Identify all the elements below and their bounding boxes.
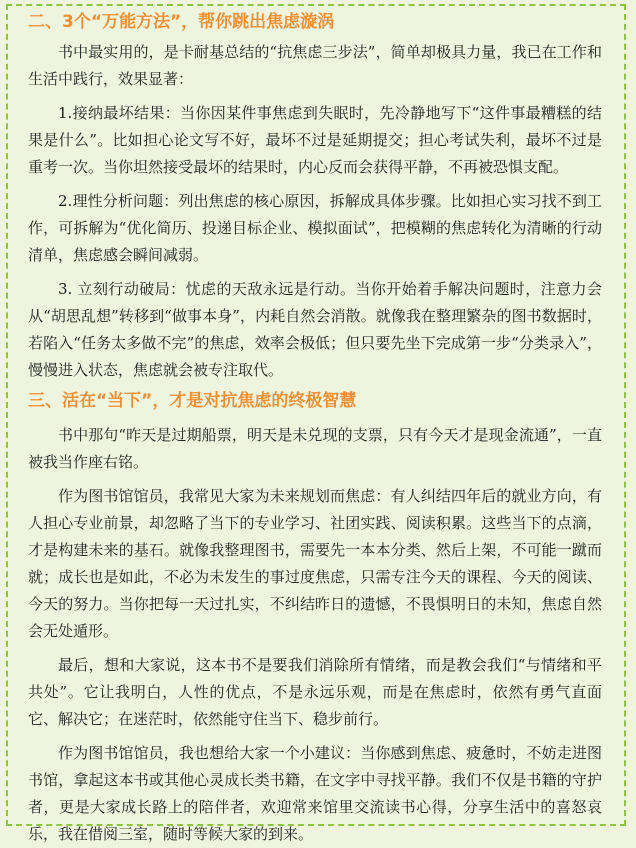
- method-step-2: 2.理性分析问题：列出焦虑的核心原因，拆解成具体步骤。比如担心实习找不到工作，可拆解为“优化简历、投递目标企业、模拟面试”，把模糊的焦虑转化为清晰的行动清单，焦虑感会瞬间减弱。: [28, 192, 602, 264]
- section-heading-2: 二、3个“万能方法”，帮你跳出焦虑漩涡: [28, 12, 335, 32]
- quote-paragraph: 书中那句“昨天是过期船票，明天是未兑现的支票，只有今天才是现金流通”，一直被我当作座右铭。: [28, 426, 602, 471]
- intro-paragraph: 书中最实用的，是卡耐基总结的“抗焦虑三步法”，简单却极具力量，我已在工作和生活中践行，效果显著：: [28, 43, 602, 88]
- method-step-1: 1.接纳最坏结果：当你因某件事焦虑到失眠时，先冷静地写下“这件事最糟糕的结果是什么”。比如担心论文写不好，最坏不过是延期提交；担心考试失利，最坏不过是重考一次。当你坦然接受最坏的结果时，内心反而会获得平静，不再被恐惧支配。: [28, 104, 602, 176]
- article-body: [28, 8, 602, 848]
- method-step-3: 3. 立刻行动破局：忧虑的天敌永远是行动。当你开始着手解决问题时，注意力会从“胡思乱想”转移到“做事本身”，内耗自然会消散。就像我在整理繁杂的图书数据时，若陷入“任务太多做不完”的焦虑，效率会极低；但只要先坐下完成第一步“分类录入”，慢慢进入状态，焦虑就会被专注取代。: [28, 280, 602, 379]
- suggestion-paragraph: 作为图书馆馆员，我也想给大家一个小建议：当你感到焦虑、疲惫时，不妨走进图书馆，拿起这本书或其他心灵成长类书籍，在文字中寻找平静。我们不仅是书籍的守护者，更是大家成长路上的陪伴者，欢迎常来馆里交流读书心得，分享生活中的喜怒哀乐，我在借阅三室，随时等候大家的到来。: [28, 744, 602, 843]
- closing-paragraph: 最后，想和大家说，这本书不是要我们消除所有情绪，而是教会我们“与情绪和平共处”。它让我明白，人性的优点，不是永远乐观，而是在焦虑时，依然有勇气直面它、解决它；在迷茫时，依然能守住当下、稳步前行。: [28, 656, 602, 728]
- section-heading-3: 三、活在“当下”，才是对抗焦虑的终极智慧: [28, 391, 357, 411]
- librarian-paragraph: 作为图书馆馆员，我常见大家为未来规划而焦虑：有人纠结四年后的就业方向，有人担心专业前景，却忽略了当下的专业学习、社团实践、阅读积累。这些当下的点滴，才是构建未来的基石。就像我整理图书，需要先一本本分类、然后上架，不可能一蹴而就；成长也是如此，不必为未发生的事过度焦虑，只需专注今天的课程、今天的阅读、今天的努力。当你把每一天过扎实，不纠结昨日的遗憾，不畏惧明日的未知，焦虑自然会无处遁形。: [28, 487, 602, 640]
